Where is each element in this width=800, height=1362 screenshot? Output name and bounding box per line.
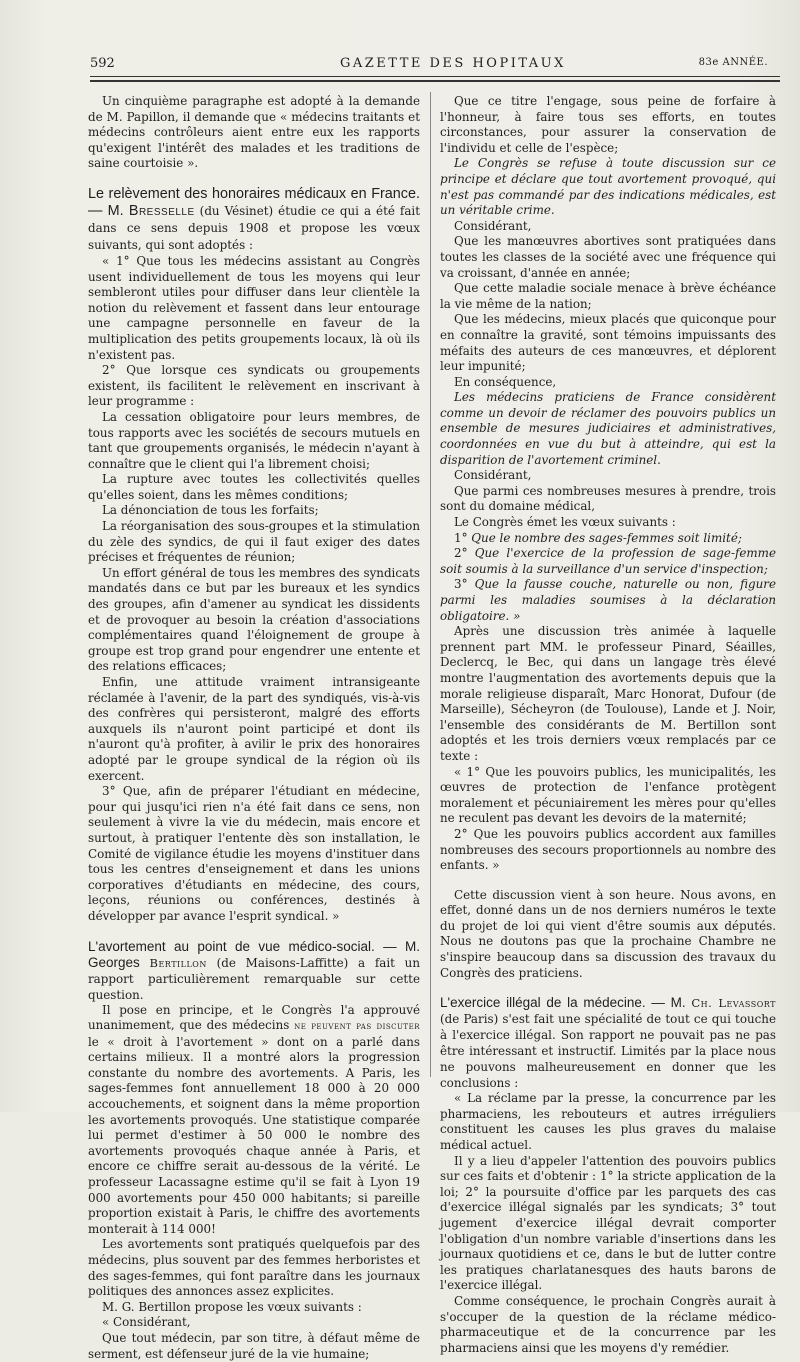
section-intro: (de Maisons-Laffitte) a fait un rapport particulièrement remarquable sur cette question. [88, 955, 420, 1002]
section-intro: (de Paris) s'est fait une spécialité de tout ce qui touche à l'exercice illégal. Son rapport ne pouvait pas ne pas être intéressant et instructif. Limités par la place nous ne pouvons malheureusement en donner que les conclusions : [440, 1012, 776, 1091]
paragraph: « 1° Que les pouvoirs publics, les municipalités, les œuvres de protection de l'enfance protègent moralement et pécuniairement les mères pour qu'elles ne reculent pas devant les devoirs de la maternité; [440, 764, 776, 826]
paragraph: Les avortements sont pratiqués quelquefois par des médecins, plus souvent par des femmes herboristes et des sages-femmes, qui font paraître dans les journaux politiques des annonces assez explicites. [88, 1237, 420, 1299]
heading-dash: — M. [645, 995, 692, 1011]
paragraph: Que tout médecin, par son titre, à défaut même de serment, est défenseur juré de la vie humaine; [88, 1330, 420, 1361]
paragraph: Considérant, [454, 218, 532, 233]
emphasis-smallcaps: ne peuvent pas discuter [294, 1020, 420, 1033]
section-title: L'avortement au point de vue médico-social. [88, 938, 375, 954]
heading-dash: — M. Georges [88, 938, 420, 970]
paragraph: Comme conséquence, le prochain Congrès aurait à s'occuper de la question de la réclame médico-pharmaceutique et de la concurrence par les pharmaciens ainsi que les moyens d'y remédier. [440, 1293, 776, 1355]
paragraph: Que les manœuvres abortives sont pratiquées dans toutes les classes de la société avec une fréquence qui va croissant, d'année en année; [440, 234, 776, 280]
right-column [440, 94, 776, 1356]
header-rule [90, 76, 780, 77]
heading-dash: — M. [88, 202, 129, 219]
paragraph: Après une discussion très animée à laquelle prennent part MM. le professeur Pinard, Séailles, Declercq, le Bec, qui dans un langage très élevé montre l'augmentation des avortements depuis que la morale religieuse disparaît, Marc Honorat, Dufour (de Marseille), Sécheyron (de Toulouse), Lande et J. Noir, l'ensemble des considérants de M. Bertillon sont adoptés et les trois derniers vœux remplacés par ce texte : [440, 624, 776, 763]
item-text: Que le nombre des sages-femmes soit limité; [471, 530, 742, 545]
spacer [440, 874, 776, 888]
section-heading-illegal-practice [440, 995, 776, 1091]
paragraph: M. G. Bertillon propose les vœux suivants : [102, 1299, 362, 1314]
paragraph: Que parmi ces nombreuses mesures à prendre, trois sont du domaine médical, [440, 483, 776, 514]
text-run: le « droit à l'avortement » dont on a parlé dans certains milieux. Il a montré alors la progression constante du nombre des avortements. A Paris, les sages-femmes font annuellement 18 000 à 20 000 accouchements, et soignent dans la même proportion les avortements provoqués. Une statistique comparée lui permet d'estimer à 50 000 le nombre des avortements provoqués chaque année à Paris, et encore ce chiffre serait au-dessous de la vérité. Le professeur Lacassagne estime qu'il se fait à Lyon 19 000 avortements pour 450 000 habitants; si pareille proportion existait à Paris, le chiffre des avortements monterait à 114 000! [88, 1034, 420, 1236]
paragraph-italic: Les médecins praticiens de France considèrent comme un devoir de réclamer des pouvoirs publics un ensemble de mesures judiciaires et administratives, coordonnées en vue du but à atteindre, qui est la disparition de l'avortement criminel. [440, 390, 776, 467]
paragraph: « 1° Que tous les médecins assistant au Congrès usent individuellement de tous les moyens qui leur sembleront utiles pour diffuser dans leur clientèle la notion du relèvement et fassent dans leur entourage une campagne personnelle en faveur de la multiplication des petits groupements locaux, là où ils n'existent pas. [88, 253, 420, 362]
paragraph: Considérant, [454, 468, 532, 483]
paragraph: Le Congrès émet les vœux suivants : [454, 515, 676, 530]
paragraph: La réorganisation des sous-groupes et la stimulation du zèle des syndics, de qui il faut exiger des dates précises et fréquentes de réunion; [88, 519, 420, 565]
item-text: Que la fausse couche, naturelle ou non, figure parmi les maladies soumises à la déclaration obligatoire. » [440, 577, 776, 623]
section-intro: (du Vésinet) étudie ce qui a été fait dans ce sens depuis 1908 et propose les vœux suivants, qui sont adoptés : [88, 203, 420, 252]
paragraph: « La réclame par la presse, la concurrence par les pharmaciens, les rebouteurs et autres irréguliers constituent les causes les plus graves du malaise médical actuel. [440, 1091, 776, 1153]
paragraph: 3° Que, afin de préparer l'étudiant en médecine, pour qui jusqu'ici rien n'a été fait dans ce sens, non seulement à vivre la vie du médecin, mais encore et surtout, à pratiquer l'entente dès son installation, le Comité de vigilance étudie les moyens d'instituer dans tous les centres d'enseignement et dans les unions corporatives d'étudiants en médecine, des cours, leçons, réunions ou conférences, destinés à développer par avance l'esprit syndical. » [88, 784, 420, 923]
journal-title: GAZETTE DES HOPITAUX [340, 56, 566, 71]
paragraph: Il y a lieu d'appeler l'attention des pouvoirs publics sur ces faits et d'obtenir : 1° la stricte application de la loi; 2° la poursuite d'office par les parquets des cas d'exercice illégal signalés par les syndicats; 3° tout jugement d'exercice illégal devrait comporter l'obligation d'un nombre variable d'insertions dans les journaux quotidiens et ce, dans le but de lutter contre les pratiques charlatanesques des hauts barons de l'exercice illégal. [440, 1153, 776, 1293]
paragraph: La rupture avec toutes les collectivités quelles qu'elles soient, dans les mêmes conditions; [88, 472, 420, 502]
paragraph: Que les médecins, mieux placés que quiconque pour en connaître la gravité, sont témoins impuissants des méfaits des auteurs de ces manœuvres, et déplorent leur impunité; [440, 312, 776, 374]
spacer [440, 981, 776, 995]
paragraph-italic: Le Congrès se refuse à toute discussion sur ce principe et déclare que tout avortement provoqué, qui n'est pas commandé par des indications médicales, est un véritable crime. [440, 156, 776, 218]
author-name: Bresselle [128, 202, 195, 219]
item-number: 2° [454, 546, 475, 561]
section-title: L'exercice illégal de la médecine. [440, 995, 646, 1011]
page-number: 592 [90, 56, 115, 71]
paragraph: 2° Que les pouvoirs publics accordent aux familles nombreuses des secours proportionnels au nombre des enfants. » [440, 826, 776, 873]
volume-year: 83e ANNÉE. [698, 57, 768, 68]
paragraph: Un cinquième paragraphe est adopté à la demande de M. Papillon, il demande que « médecins traitants et médecins contrôleurs aient entre eux les rapports qu'exigent l'intérêt des malades et les traditions de saine courtoisie ». [88, 94, 420, 171]
item-number: 1° [454, 530, 472, 545]
paragraph: Un effort général de tous les membres des syndicats mandatés dans ce but par les bureaux et les syndics des groupes, afin d'amener au syndicat les dissidents et de provoquer au besoin la création d'associations complémentaires quand l'éloignement de groupe à groupe est trop grand pour engendrer une entente et des relations efficaces; [88, 565, 420, 674]
paragraph: Cette discussion vient à son heure. Nous avons, en effet, donné dans un de nos derniers numéros le texte du projet de loi qui vient d'être soumis aux députés. Nous ne doutons pas que la prochaine Chambre ne s'inspire beaucoup dans sa discussion des travaux du Congrès des praticiens. [440, 887, 776, 980]
section-title: Le relèvement des honoraires médicaux en France. [88, 185, 420, 202]
paragraph: Que cette maladie sociale menace à brève échéance la vie même de la nation; [440, 281, 776, 311]
author-name: Ch. Levassort [691, 996, 776, 1011]
section-heading-abortion [88, 939, 420, 1003]
header-rule-thick [90, 80, 780, 82]
spacer [88, 925, 420, 939]
column-divider [430, 92, 431, 1077]
text-run: Il pose en principe, et le Congrès l'a approuvé unanimement, que des médecins [88, 1002, 420, 1033]
list-item [440, 531, 776, 547]
paragraph: La dénonciation de tous les forfaits; [102, 503, 319, 518]
paragraph: Enfin, une attitude vraiment intransigeante réclamée à l'avenir, de la part des syndiqués, vis-à-vis des confrères qui persisteront, malgré des efforts auxquels ils n'auront point participé et dont ils n'auront qu'à profiter, à avilir le prix des honoraires adopté par le groupe syndical de la région où ils exercent. [88, 675, 420, 783]
paragraph: 2° Que lorsque ces syndicats ou groupements existent, ils facilitent le relèvement en inscrivant à leur programme : [88, 363, 420, 409]
page-header [90, 56, 780, 72]
paragraph: La cessation obligatoire pour leurs membres, de tous rapports avec les sociétés de secours mutuels en tant que groupements organisés, le médecin n'ayant à connaître que le client qui l'a librement choisi; [88, 409, 420, 471]
paragraph: « Considérant, [102, 1315, 191, 1330]
list-item [440, 546, 776, 577]
paragraph: Que ce titre l'engage, sous peine de forfaire à l'honneur, à faire tous ses efforts, en toutes circonstances, pour assurer la conservation de l'individu et celle de l'espèce; [440, 94, 776, 155]
left-column [88, 94, 420, 1362]
list-item [440, 577, 776, 624]
item-text: Que l'exercice de la profession de sage-femme soit soumis à la surveillance d'un service d'inspection; [440, 546, 776, 576]
author-name: Bertillon [149, 955, 207, 970]
item-number: 3° [454, 577, 475, 592]
section-heading-fees [88, 186, 420, 254]
paragraph: En conséquence, [454, 374, 557, 389]
paragraph [88, 1003, 420, 1238]
